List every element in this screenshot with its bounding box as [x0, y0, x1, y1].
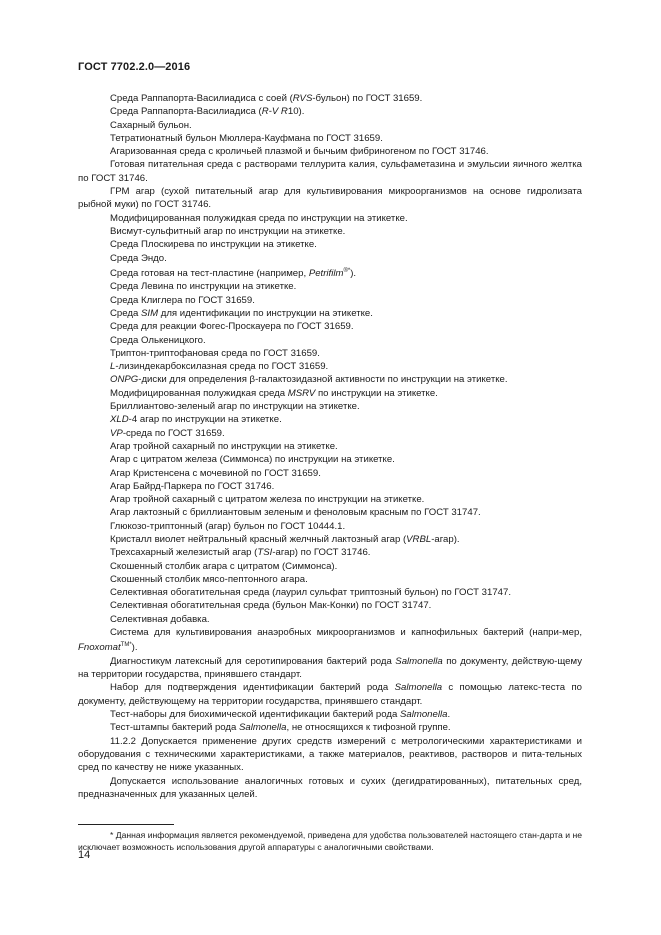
- paragraph: [78, 119, 582, 132]
- text-run: Глюкозо-триптонный (агар) бульон по ГОСТ 10444.1.: [110, 520, 346, 532]
- text-run: Бриллиантово-зеленый агар по инструкции на этикетке.: [110, 401, 360, 413]
- text-run: -бульон) по ГОСТ 31659.: [312, 93, 423, 104]
- text-run: Трехсахарный железистый агар (: [110, 547, 258, 559]
- text-run: .: [447, 709, 451, 721]
- paragraph: [78, 265, 582, 280]
- text-run: Среда Олькеницкого.: [110, 334, 206, 346]
- italic-term: L: [110, 361, 116, 373]
- text-run: Готовая питательная среда с растворами теллурита калия, сульфаметазина и эмульсии яичного желтка по ГОСТ 31746.: [78, 159, 582, 184]
- document-header: ГОСТ 7702.2.0—2016: [78, 61, 191, 73]
- text-run: Селективная обогатительная среда (бульон Мак-Конки) по ГОСТ 31747.: [110, 600, 432, 612]
- paragraph: [78, 307, 582, 320]
- paragraph: [78, 252, 582, 265]
- text-run: Агар тройной сахарный по инструкции на этикетке.: [110, 440, 338, 452]
- paragraph: [78, 280, 582, 293]
- paragraph: [78, 546, 582, 559]
- text-run: ).: [350, 268, 357, 280]
- text-run: 10).: [287, 106, 305, 118]
- italic-term: MSRV: [287, 387, 316, 399]
- paragraph: [78, 132, 582, 145]
- text-run: Тетратионатный бульон Мюллера-Кауфмана по ГОСТ 31659.: [110, 132, 383, 144]
- footnote-divider: [78, 824, 174, 825]
- paragraph: [78, 467, 582, 480]
- paragraph: [78, 185, 582, 212]
- text-run: -лизиндекарбоксилазная среда по ГОСТ 31659.: [115, 361, 329, 373]
- paragraph: [78, 681, 582, 708]
- text-run: Среда для реакции Фогес-Проскауера по ГОСТ 31659.: [110, 321, 354, 333]
- text-run: Агар Кристенсена с мочевиной по ГОСТ 31659.: [110, 467, 321, 479]
- paragraph: [78, 735, 582, 775]
- text-run: Набор для подтверждения идентификации бактерий рода: [110, 682, 395, 694]
- italic-term: Fnoxomat: [78, 642, 121, 654]
- paragraph: [78, 400, 582, 413]
- paragraph: [78, 158, 582, 185]
- italic-term: Petrifilm: [308, 268, 344, 280]
- text-run: Скошенный столбик агара с цитратом (Симмонса).: [110, 560, 338, 572]
- text-run: -среда по ГОСТ 31659.: [122, 427, 225, 439]
- paragraph: [78, 440, 582, 453]
- footnote: * Данная информация является рекомендуемой, приведена для удобства пользователей настоящего стан-дарта и не исключает возможность использования другой аппаратуры с аналогичными свойствами.: [78, 830, 582, 852]
- page-number: 14: [78, 849, 91, 861]
- paragraph: [78, 506, 582, 519]
- paragraph: [78, 775, 582, 802]
- text-run: -агар) по ГОСТ 31746.: [272, 547, 371, 559]
- italic-term: RVS: [292, 93, 313, 104]
- text-run: Висмут-сульфитный агар по инструкции на этикетке.: [110, 225, 346, 237]
- paragraph: [78, 238, 582, 251]
- paragraph: [78, 105, 582, 118]
- text-run: Кристалл виолет нейтральный красный желчный лактозный агар (: [110, 533, 407, 545]
- text-run: Модифицированная полужидкая среда по инструкции на этикетке.: [110, 212, 408, 224]
- paragraph: [78, 655, 582, 682]
- paragraph: [78, 320, 582, 333]
- text-run: Селективная обогатительная среда (лаурил сульфат триптозный бульон) по ГОСТ 31747.: [110, 587, 512, 599]
- paragraph: [78, 573, 582, 586]
- superscript-mark: TM*: [120, 642, 132, 649]
- paragraph: [78, 294, 582, 307]
- text-run: Среда Раппапорта-Василиадиса с соей (: [110, 93, 293, 104]
- text-run: ).: [131, 642, 138, 654]
- paragraph: [78, 212, 582, 225]
- italic-term: XLD: [110, 414, 129, 426]
- text-run: Тест-штампы бактерий рода: [110, 722, 240, 734]
- text-run: , не относящихся к тифозной группе.: [286, 722, 451, 734]
- text-run: Селективная добавка.: [110, 613, 210, 625]
- italic-term: Salmonella: [394, 682, 443, 694]
- paragraph: [78, 92, 582, 105]
- paragraph: [78, 360, 582, 373]
- text-run: -агар).: [431, 533, 460, 545]
- text-run: Среда Плоскирева по инструкции на этикетке.: [110, 239, 317, 251]
- paragraph: [78, 599, 582, 612]
- paragraph: [78, 626, 582, 655]
- text-run: -4 агар по инструкции на этикетке.: [128, 414, 282, 426]
- text-run: по инструкции на этикетке.: [315, 387, 438, 399]
- italic-term: TSI: [257, 547, 273, 559]
- text-run: Среда Раппапорта-Василиадиса (: [110, 106, 262, 118]
- italic-term: SIM: [141, 307, 159, 319]
- text-run: Агар лактозный с бриллиантовым зеленым и феноловым красным по ГОСТ 31747.: [110, 507, 481, 519]
- paragraph: [78, 533, 582, 546]
- paragraph: [78, 586, 582, 599]
- superscript-mark: ®*: [343, 267, 351, 274]
- paragraph: [78, 145, 582, 158]
- text-run: Допускается использование аналогичных готовых и сухих (дегидратированных), питательных сред, предназначенных для указанных целей.: [78, 775, 582, 800]
- text-run: Среда Эндо.: [110, 252, 167, 264]
- text-run: Среда: [110, 307, 141, 319]
- paragraph: [78, 413, 582, 426]
- paragraph: [78, 613, 582, 626]
- paragraph: [78, 520, 582, 533]
- paragraph: [78, 225, 582, 238]
- text-run: Триптон-триптофановая среда по ГОСТ 31659.: [110, 347, 320, 359]
- paragraph: [78, 453, 582, 466]
- text-run: Среда готовая на тест-пластине (например,: [110, 268, 309, 280]
- paragraph: [78, 334, 582, 347]
- paragraph: [78, 387, 582, 400]
- paragraph: [78, 493, 582, 506]
- paragraph: [78, 427, 582, 440]
- text-run: 11.2.2 Допускается применение других средств измерений с метрологическими характеристиками и оборудования с техническими характеристиками, а также материалов, реактивов, растворов и пита-тельных сред по качеству не ниже указанных.: [78, 735, 582, 774]
- text-run: Сахарный бульон.: [110, 119, 192, 131]
- italic-term: Salmonella: [395, 655, 443, 667]
- text-run: для идентификации по инструкции на этикетке.: [158, 307, 373, 319]
- document-body: [78, 92, 582, 801]
- italic-term: ONPG: [110, 374, 139, 386]
- text-run: Скошенный столбик мясо-пептонного агара.: [110, 573, 308, 585]
- text-run: Агаризованная среда с кроличьей плазмой и бычьим фибриногеном по ГОСТ 31746.: [110, 146, 489, 158]
- paragraph: [78, 721, 582, 734]
- text-run: Агар Байрд-Паркера по ГОСТ 31746.: [110, 480, 275, 492]
- text-run: Диагностикум латексный для серотипирования бактерий рода: [110, 655, 396, 667]
- text-run: ГРМ агар (сухой питательный агар для культивирования микроорганизмов на основе гидролизата рыбной муки) по ГОСТ 31746.: [78, 186, 582, 211]
- text-run: Агар тройной сахарный с цитратом железа по инструкции на этикетке.: [110, 494, 425, 506]
- italic-term: Salmonella: [239, 722, 287, 734]
- paragraph: [78, 347, 582, 360]
- text-run: Среда Клиглера по ГОСТ 31659.: [110, 294, 255, 306]
- italic-term: VRBL: [406, 533, 432, 545]
- text-run: Тест-наборы для биохимической идентификации бактерий рода: [110, 709, 400, 721]
- text-run: с помощью латекс-теста по документу, действующему на территории государства, принявшего стандарт.: [78, 682, 582, 707]
- text-run: -диски для определения β-галактозидазной активности по инструкции на этикетке.: [138, 374, 508, 386]
- paragraph: [78, 560, 582, 573]
- paragraph: [78, 480, 582, 493]
- italic-term: VP: [110, 427, 123, 439]
- text-run: Модифицированная полужидкая среда: [110, 387, 288, 399]
- italic-term: Salmonella: [399, 709, 448, 721]
- text-run: Агар с цитратом железа (Симмонса) по инструкции на этикетке.: [110, 454, 395, 466]
- paragraph: [78, 373, 582, 386]
- text-run: Среда Левина по инструкции на этикетке.: [110, 281, 297, 293]
- text-run: Система для культивирования анаэробных микроорганизмов и капнофильных бактерий (напри-мер,: [110, 627, 582, 639]
- italic-term: R-V R: [261, 106, 288, 118]
- paragraph: [78, 708, 582, 721]
- text-run: по документу, действую-щему на территории государства, принявшего стандарт.: [78, 655, 582, 681]
